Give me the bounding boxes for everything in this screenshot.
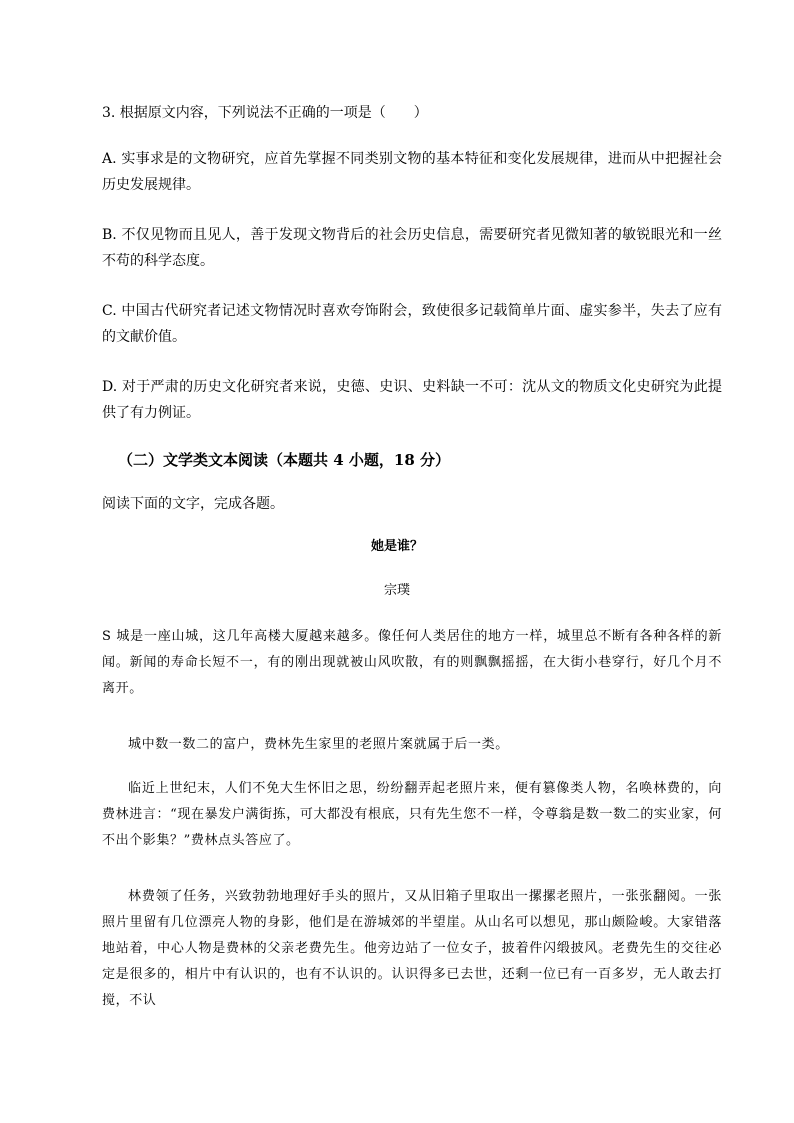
story-author: 宗璞 xyxy=(383,583,410,598)
option-b: B. 不仅见物而且见人，善于发现文物背后的社会历史信息，需要研究者见微知著的敏锐眼光和一丝不苟的科学态度。 xyxy=(102,227,722,269)
option-d: D. 对于严肃的历史文化研究者来说，史德、史识、史料缺一不可：沈从文的物质文化史研究为此提供了有力例证。 xyxy=(102,379,722,421)
story-title: 她是谁？ xyxy=(370,539,423,554)
option-c: C. 中国古代研究者记述文物情况时喜欢夸饰附会，致使很多记载简单片面、虚实参半，失去了应有的文献价值。 xyxy=(102,303,722,345)
story-paragraph-4: 林费领了任务，兴致勃勃地理好手头的照片，又从旧箱子里取出一摞摞老照片，一张张翻阅。一张照片里留有几位漂亮人物的身影，他们是在游城郊的半望崖。从山名可以想见，那山颇险峻。大家错落地站着，中心人物是费林的父亲老费先生。他旁边站了一位女子，披着件闪缎披风。老费先生的交往必定是很多的，相片中有认识的，也有不认识的。认识得多已去世，还剩一位已有一百多岁，无人敢去打搅，不认 xyxy=(102,889,722,1008)
question-stem: 3. 根据原文内容，下列说法不正确的一项是（ ） xyxy=(102,105,428,121)
story-paragraph-3: 临近上世纪末，人们不免大生怀旧之思，纷纷翻弄起老照片来，便有篡像类人物，名唤林费的，向费林进言：“现在暴发户满街拣，可大都没有根底，只有先生您不一样，令尊翁是数一数二的实业家，何不出个影集？”费林点头答应了。 xyxy=(102,781,722,848)
reading-instruction: 阅读下面的文字，完成各题。 xyxy=(102,496,284,512)
story-paragraph-1: S 城是一座山城，这几年高楼大厦越来越多。像任何人类居住的地方一样，城里总不断有各种各样的新闻。新闻的寿命长短不一，有的刚出现就被山风吹散，有的则飘飘摇摇，在大街小巷穿行，好几个月不离开。 xyxy=(102,629,722,696)
story-paragraph-2: 城中数一数二的富户，费林先生家里的老照片案就属于后一类。 xyxy=(128,737,509,752)
section-heading: （二）文学类文本阅读（本题共 4 小题，18 分） xyxy=(118,451,450,469)
option-a: A. 实事求是的文物研究，应首先掌握不同类别文物的基本特征和变化发展规律，进而从中把握社会历史发展规律。 xyxy=(102,151,722,193)
